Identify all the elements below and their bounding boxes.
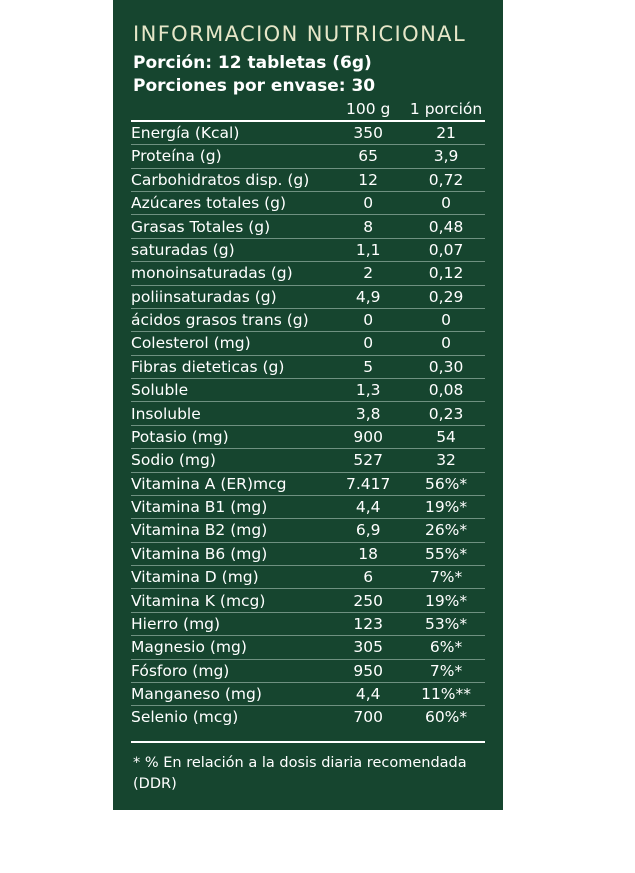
row-nutrient-name: Fibras dieteticas (g) [131,355,329,378]
row-value-portion: 19%* [407,589,485,612]
table-head [131,100,485,121]
row-nutrient-name: Sodio (mg) [131,449,329,472]
row-value-100g: 6 [329,566,407,589]
nutrition-label-panel [113,0,503,870]
row-nutrient-name: Soluble [131,379,329,402]
table-row [131,425,485,448]
row-nutrient-name: Vitamina B6 (mg) [131,542,329,565]
table-row [131,472,485,495]
table-row [131,542,485,565]
row-nutrient-name: poliinsaturadas (g) [131,285,329,308]
table-row [131,332,485,355]
row-value-portion: 0 [407,308,485,331]
table-row [131,519,485,542]
table-row [131,706,485,729]
row-nutrient-name: Potasio (mg) [131,425,329,448]
row-value-portion: 53%* [407,612,485,635]
row-value-100g: 250 [329,589,407,612]
row-nutrient-name: ácidos grasos trans (g) [131,308,329,331]
table-row [131,589,485,612]
row-nutrient-name: Vitamina A (ER)mcg [131,472,329,495]
row-value-100g: 4,9 [329,285,407,308]
table-row [131,262,485,285]
row-nutrient-name: Magnesio (mg) [131,636,329,659]
table-header-row [131,100,485,121]
row-value-100g: 0 [329,308,407,331]
column-header-nutrient [131,100,329,121]
row-nutrient-name: Azúcares totales (g) [131,192,329,215]
row-value-100g: 0 [329,332,407,355]
row-nutrient-name: Fósforo (mg) [131,659,329,682]
row-value-portion: 26%* [407,519,485,542]
row-value-100g: 900 [329,425,407,448]
row-value-portion: 0,72 [407,168,485,191]
row-value-100g: 700 [329,706,407,729]
row-nutrient-name: Proteína (g) [131,145,329,168]
row-value-100g: 2 [329,262,407,285]
row-value-portion: 0,29 [407,285,485,308]
row-nutrient-name: Hierro (mg) [131,612,329,635]
row-value-portion: 7%* [407,566,485,589]
row-nutrient-name: monoinsaturadas (g) [131,262,329,285]
row-nutrient-name: Vitamina B1 (mg) [131,495,329,518]
table-row [131,145,485,168]
row-value-portion: 11%** [407,682,485,705]
row-value-100g: 12 [329,168,407,191]
row-value-100g: 6,9 [329,519,407,542]
row-value-portion: 3,9 [407,145,485,168]
row-nutrient-name: Vitamina K (mcg) [131,589,329,612]
table-row [131,379,485,402]
row-value-portion: 0,30 [407,355,485,378]
row-value-100g: 0 [329,192,407,215]
row-nutrient-name: Carbohidratos disp. (g) [131,168,329,191]
row-nutrient-name: Manganeso (mg) [131,682,329,705]
row-value-100g: 7.417 [329,472,407,495]
row-nutrient-name: Insoluble [131,402,329,425]
table-row [131,215,485,238]
table-row [131,168,485,191]
column-header-per-portion: 1 porción [409,99,483,118]
nutrition-label-inner [113,0,503,870]
row-value-100g: 4,4 [329,682,407,705]
row-nutrient-name: Colesterol (mg) [131,332,329,355]
row-value-portion: 7%* [407,659,485,682]
row-nutrient-name: Vitamina D (mg) [131,566,329,589]
table-row [131,238,485,261]
row-nutrient-name: Energía (Kcal) [131,121,329,145]
footnote-ddr: * % En relación a la dosis diaria recomendada (DDR) [133,754,467,793]
row-value-100g: 5 [329,355,407,378]
table-row [131,449,485,472]
row-value-portion: 54 [407,425,485,448]
page-title: INFORMACION NUTRICIONAL [133,22,467,46]
row-value-portion: 55%* [407,542,485,565]
row-value-portion: 0,23 [407,402,485,425]
row-value-portion: 19%* [407,495,485,518]
row-value-portion: 32 [407,449,485,472]
table-row [131,355,485,378]
nutrition-table [131,100,485,729]
table-row [131,308,485,331]
footnote-ia: ** En estos casos no se cuenta con una DDR, pero se ha considerado como referencia el valor de ingesta adecuada (IA) [133,810,484,870]
table-row [131,121,485,145]
row-value-100g: 4,4 [329,495,407,518]
row-nutrient-name: Vitamina B2 (mg) [131,519,329,542]
row-value-portion: 0 [407,332,485,355]
row-value-100g: 3,8 [329,402,407,425]
table-body [131,121,485,729]
row-value-portion: 60%* [407,706,485,729]
row-value-portion: 56%* [407,472,485,495]
row-value-portion: 0,48 [407,215,485,238]
row-value-100g: 1,3 [329,379,407,402]
footnotes [131,741,485,873]
table-row [131,285,485,308]
table-row [131,612,485,635]
row-value-100g: 65 [329,145,407,168]
row-value-100g: 123 [329,612,407,635]
row-value-portion: 0,08 [407,379,485,402]
row-nutrient-name: Selenio (mcg) [131,706,329,729]
row-value-100g: 1,1 [329,238,407,261]
servings-text: Porciones por envase: 30 [133,76,376,97]
row-nutrient-name: saturadas (g) [131,238,329,261]
table-row [131,566,485,589]
table-row [131,192,485,215]
portion-text: Porción: 12 tabletas (6g) [133,53,372,73]
table-row [131,659,485,682]
table-row [131,636,485,659]
row-value-portion: 6%* [407,636,485,659]
row-value-100g: 8 [329,215,407,238]
row-value-100g: 950 [329,659,407,682]
row-value-100g: 305 [329,636,407,659]
row-value-100g: 350 [329,121,407,145]
row-value-100g: 18 [329,542,407,565]
row-value-portion: 21 [407,121,485,145]
table-row [131,495,485,518]
column-header-per-100g: 100 g [345,99,391,118]
row-value-portion: 0,07 [407,238,485,261]
table-row [131,682,485,705]
row-value-portion: 0,12 [407,262,485,285]
row-value-100g: 527 [329,449,407,472]
table-row [131,402,485,425]
row-nutrient-name: Grasas Totales (g) [131,215,329,238]
row-value-portion: 0 [407,192,485,215]
